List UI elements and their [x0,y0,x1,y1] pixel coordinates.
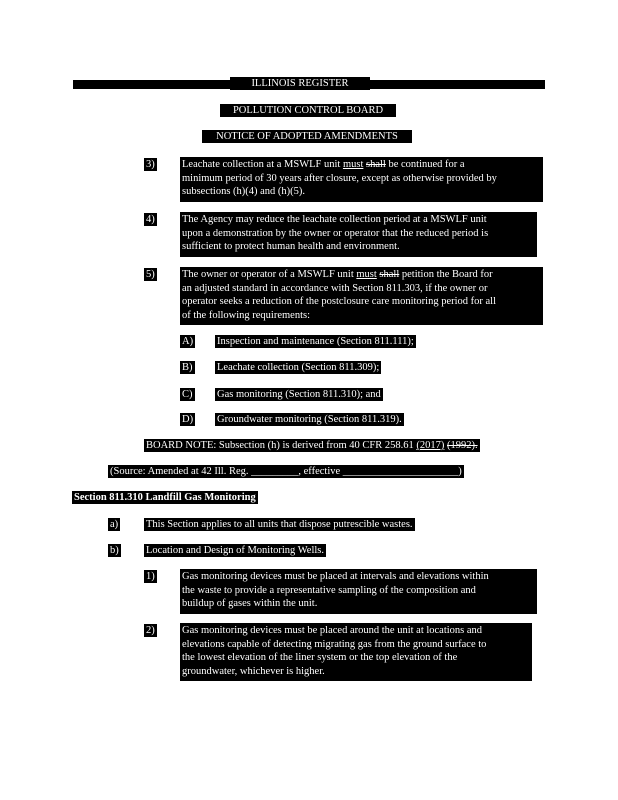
item4-number: 4) [146,214,155,225]
item3-text-b: be continued for a [388,159,465,170]
item5-text-b: petition the Board for [401,269,493,280]
item5-shall: shall [379,269,400,280]
subitem-a-text: Inspection and maintenance (Section 811.111); [217,336,414,347]
section-b1-number: 1) [146,571,155,582]
section-b1-paragraph [180,569,537,614]
board-title: POLLUTION CONTROL BOARD [220,104,396,117]
item4-line1: The Agency may reduce the leachate collection period at a MSWLF unit [182,214,487,225]
item3-shall: shall [366,159,386,170]
register-title: ILLINOIS REGISTER [230,77,370,90]
section-b-number: b) [110,545,119,556]
source-line: (Source: Amended at 42 Ill. Reg. _________, effective ______________________) [110,466,462,477]
subitem-b-text: Leachate collection (Section 811.309); [217,362,380,373]
item4-paragraph [180,212,537,257]
board-note-text: BOARD NOTE: Subsection (h) is derived from 40 CFR 258.61 [146,440,414,451]
item5-paragraph [180,267,543,325]
section-b1-line2: the waste to provide a representative sampling of the composition and [182,584,476,596]
section-a-number: a) [110,519,119,530]
item4-line2: upon a demonstration by the owner or operator that the reduced period is [182,227,489,239]
section-b-text: Location and Design of Monitoring Wells. [146,545,325,556]
item3-number: 3) [146,159,155,170]
section-a-text: This Section applies to all units that dispose putrescible wastes. [146,519,413,530]
item5-text-a: The owner or operator of a MSWLF unit [182,269,354,280]
item3-must: must [342,159,364,170]
subitem-b-number: B) [182,362,193,373]
item5-line4: of the following requirements: [182,309,311,321]
section-b2-line3: the lowest elevation of the liner system or the top elevation of the [182,652,458,663]
subitem-d-text: Groundwater monitoring (Section 811.319). [217,414,402,425]
section-b2-line4: groundwater, whichever is higher. [182,665,325,677]
section-b1-line1: Gas monitoring devices must be placed at intervals and elevations within [182,571,489,582]
section-b2-line1: Gas monitoring devices must be placed around the unit at locations and [182,625,483,636]
section-b1-line3: buildup of gases within the unit. [182,598,318,609]
section-b2-number: 2) [146,625,155,636]
item5-line2: an adjusted standard in accordance with Section 811.303, if the owner or [182,282,488,294]
item3-line2: minimum period of 30 years after closure, except as otherwise provided by [182,172,497,184]
item3-text-a: Leachate collection at a MSWLF unit [182,159,341,170]
item5-line3: operator seeks a reduction of the postclosure care monitoring period for all [182,296,497,307]
section-title: Section 811.310 Landfill Gas Monitoring [74,492,256,503]
item3-line3: subsections (h)(4) and (h)(5). [182,186,306,197]
subitem-c-text: Gas monitoring (Section 811.310); and [217,389,381,400]
item5-must: must [356,269,377,280]
subitem-c-number: C) [182,389,193,400]
board-note-new-year: (2017) [416,440,445,451]
section-b2-line2: elevations capable of detecting migrating gas from the ground surface to [182,638,487,650]
item4-line3: sufficient to protect human health and environment. [182,241,400,252]
board-note [144,439,480,452]
item5-number: 5) [146,269,155,280]
subitem-d-number: D) [182,414,194,425]
subitem-a-number: A) [182,336,194,347]
notice-title: NOTICE OF ADOPTED AMENDMENTS [202,130,412,143]
board-note-old-year: (1992). [447,440,478,451]
item3-paragraph [180,157,543,202]
section-b2-paragraph [180,623,532,681]
